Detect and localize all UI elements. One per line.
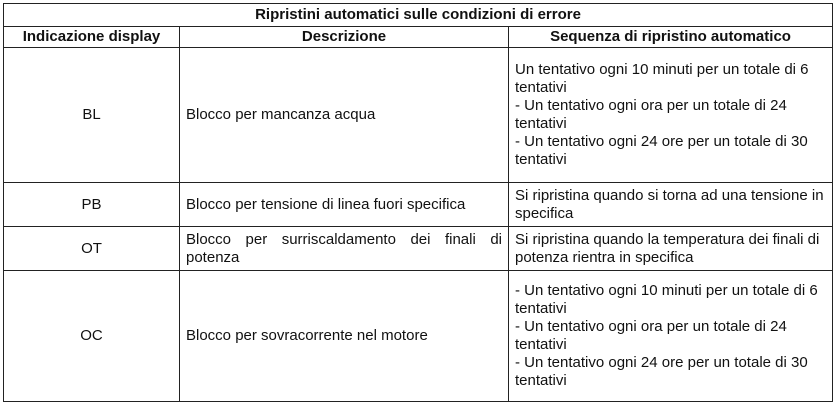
row-description: Blocco per mancanza acqua bbox=[180, 48, 509, 183]
table-row bbox=[4, 48, 833, 183]
row-sequence bbox=[509, 227, 833, 271]
header-display-indication: Indicazione display bbox=[4, 27, 180, 48]
sequence-line: Un tentativo ogni 10 minuti per un totale di 6 tentativi bbox=[515, 61, 809, 96]
row-code: OC bbox=[4, 271, 180, 402]
table-row bbox=[4, 271, 833, 402]
header-description: Descrizione bbox=[180, 27, 509, 48]
table-title: Ripristini automatici sulle condizioni di errore bbox=[4, 4, 833, 27]
sequence-line: - Un tentativo ogni 10 minuti per un totale di 6 tentativi bbox=[515, 282, 818, 317]
table-title-row bbox=[4, 4, 833, 27]
error-reset-table bbox=[3, 3, 833, 402]
table-row bbox=[4, 183, 833, 227]
table-header-row bbox=[4, 27, 833, 48]
row-description: Blocco per sovracorrente nel motore bbox=[180, 271, 509, 402]
row-description: Blocco per surriscaldamento dei finali di potenza bbox=[180, 227, 509, 271]
row-code: PB bbox=[4, 183, 180, 227]
header-auto-reset-sequence: Sequenza di ripristino automatico bbox=[509, 27, 833, 48]
row-code: BL bbox=[4, 48, 180, 183]
table-row bbox=[4, 227, 833, 271]
row-code: OT bbox=[4, 227, 180, 271]
row-description: Blocco per tensione di linea fuori specifica bbox=[180, 183, 509, 227]
sequence-line: - Un tentativo ogni ora per un totale di 24 tentativi bbox=[515, 318, 787, 353]
sequence-line: Si ripristina quando si torna ad una tensione in specifica bbox=[515, 186, 824, 222]
row-sequence bbox=[509, 48, 833, 183]
sequence-line: - Un tentativo ogni 24 ore per un totale di 30 tentativi bbox=[515, 354, 808, 389]
sequence-line: - Un tentativo ogni ora per un totale di 24 tentativi bbox=[515, 97, 787, 132]
sequence-line: Si ripristina quando la temperatura dei finali di potenza rientra in specifica bbox=[515, 230, 820, 266]
sequence-line: - Un tentativo ogni 24 ore per un totale di 30 tentativi bbox=[515, 133, 808, 168]
row-sequence bbox=[509, 183, 833, 227]
row-sequence bbox=[509, 271, 833, 402]
